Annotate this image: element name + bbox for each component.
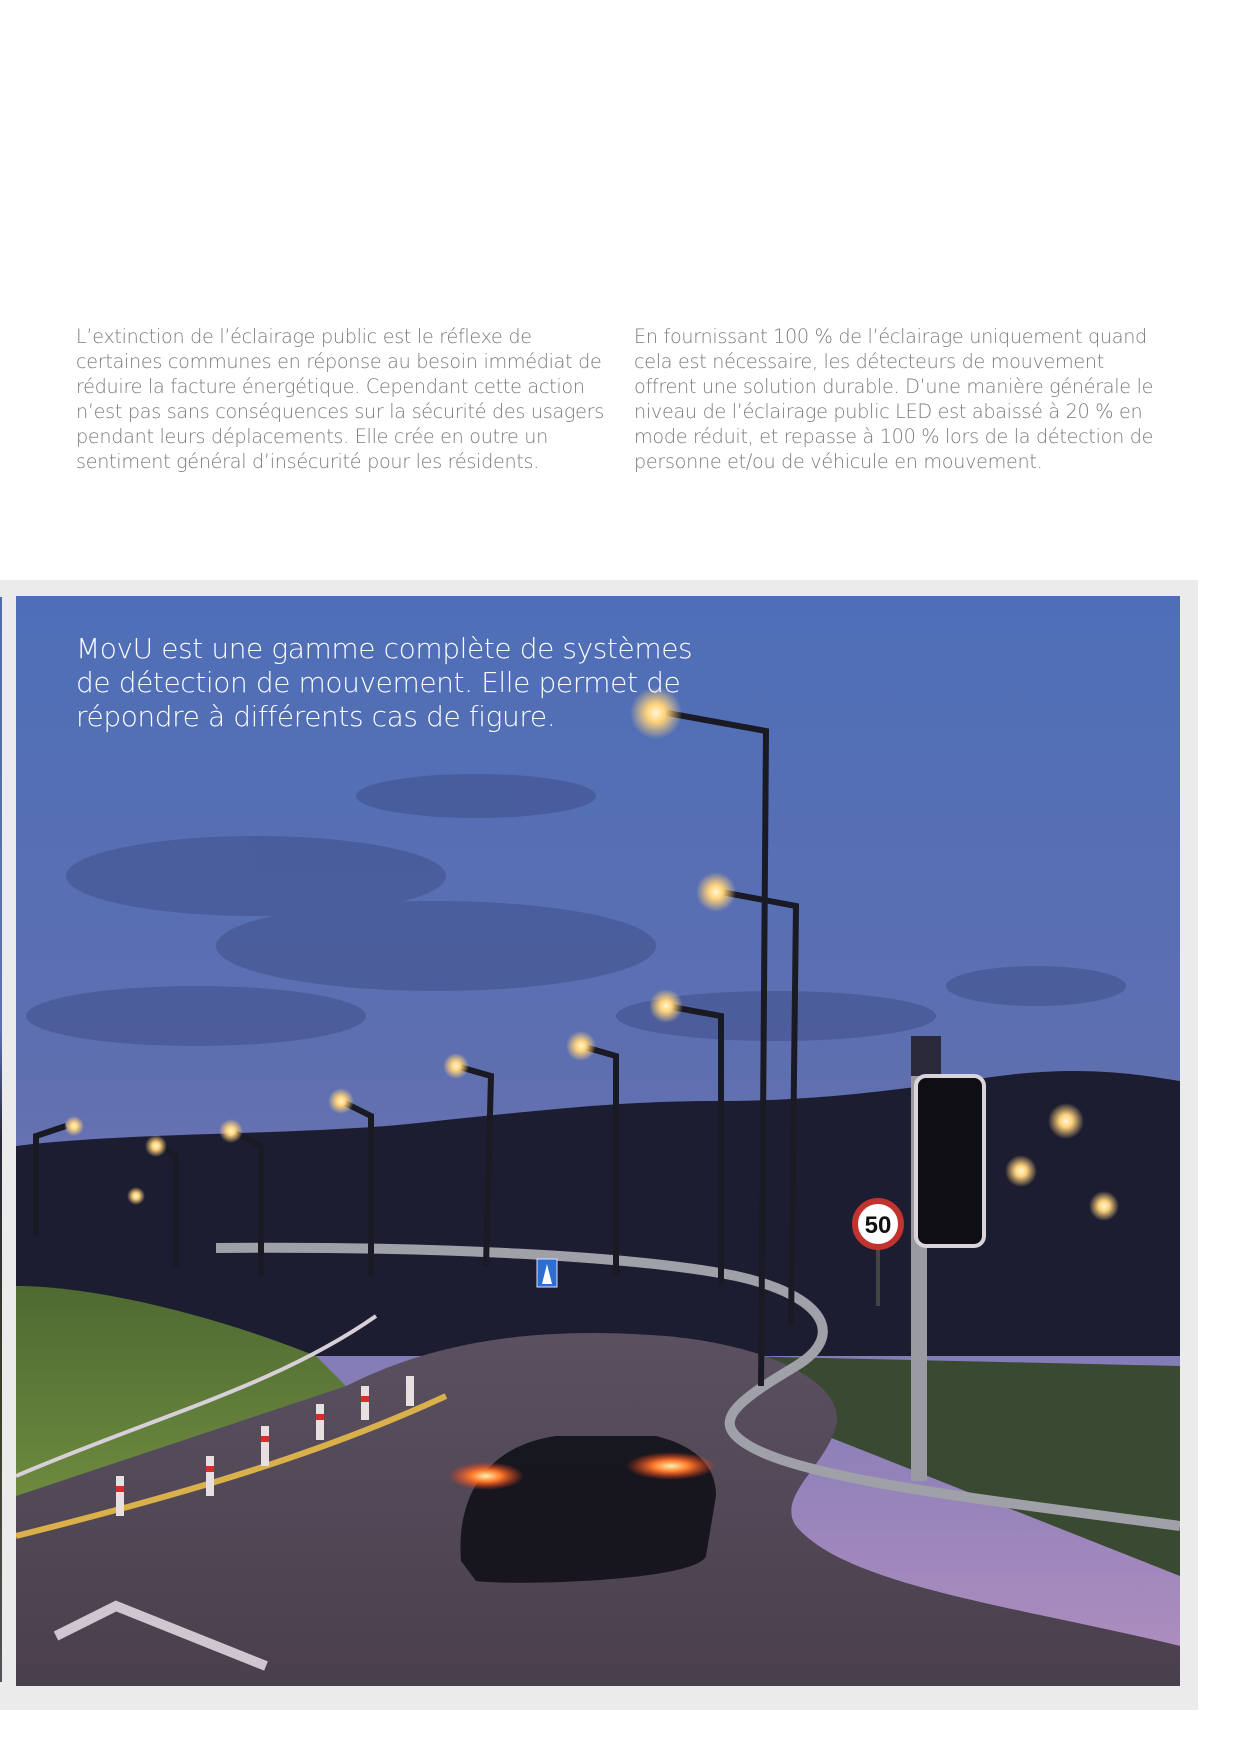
motorway-sign [537,1259,557,1287]
speed-limit-value: 50 [864,1212,892,1239]
intro-paragraph-left: L’extinction de l’éclairage public est le réflexe de certaines communes en réponse au besoin immédiat de réduire la facture énergétique. Cependant cette action n’est pas sans conséquences sur la sécurité des usagers pendant leurs déplacements. Elle crée en outre un sentiment général d’insécurité pour les résidents. [76,325,604,473]
adjacent-photo-edge [0,597,2,1682]
intro-paragraph-right: En fournissant 100 % de l’éclairage uniquement quand cela est nécessaire, les détecteurs de mouvement offrent une solution durable. D’une manière générale le niveau de l’éclairage public LED est abaissé à 20 % en mode réduit, et repasse à 100 % lors de la détection de personne et/ou de véhicule en mouvement. [634,325,1154,473]
street-lighting-photo [16,596,1180,1686]
night-road-illustration [16,596,1180,1686]
photo-headline: MovU est une gamme complète de systèmes de détection de mouvement. Elle permet de répondre à différents cas de figure. [76,632,693,733]
